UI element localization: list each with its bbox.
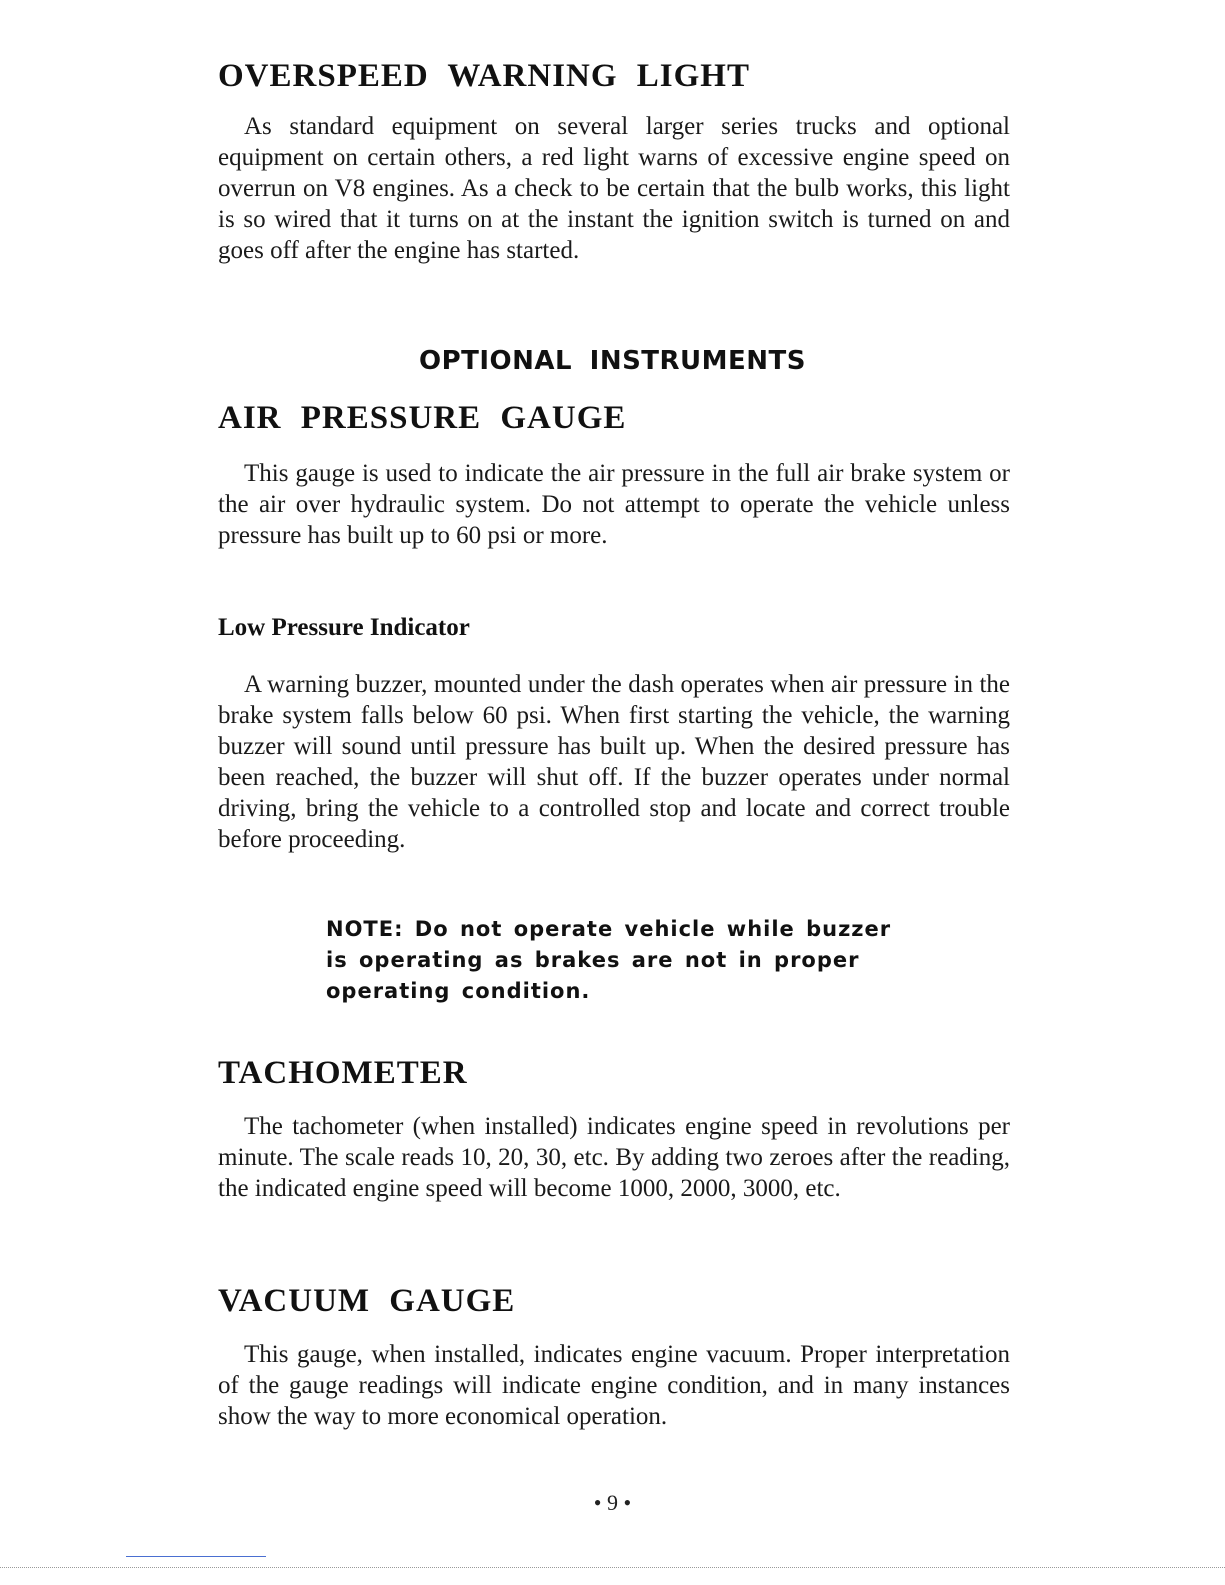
bottom-dotted-rule bbox=[0, 1567, 1225, 1568]
bottom-accent-line bbox=[126, 1556, 266, 1557]
tachometer-heading: TACHOMETER bbox=[218, 1055, 468, 1091]
buzzer-note: NOTE: Do not operate vehicle while buzzer is operating as brakes are not in proper operating condition. bbox=[326, 917, 892, 1003]
vacuum-gauge-body: This gauge, when installed, indicates engine vacuum. Proper interpretation of the gauge readings will indicate engine condition, and in many instances show the way to more economical operation. bbox=[218, 1341, 1010, 1430]
page-number: • 9 • bbox=[593, 1490, 632, 1515]
overspeed-warning-light-body: As standard equipment on several larger series trucks and optional equipment on certain others, a red light warns of excessive engine speed on overrun on V8 engines. As a check to be certain that the bulb works, this light is so wired that it turns on at the instant the ignition switch is turned on and goes off after the engine has started. bbox=[218, 113, 1010, 264]
vacuum-gauge-heading: VACUUM GAUGE bbox=[218, 1283, 516, 1319]
air-pressure-gauge-heading: AIR PRESSURE GAUGE bbox=[218, 400, 627, 436]
overspeed-warning-light-heading: OVERSPEED WARNING LIGHT bbox=[218, 58, 750, 94]
tachometer-body: The tachometer (when installed) indicates engine speed in revolutions per minute. The scale reads 10, 20, 30, etc. By adding two zeroes after the reading, the indicated engine speed will become 1000, 2000, 3000, etc. bbox=[218, 1113, 1010, 1202]
low-pressure-indicator-heading: Low Pressure Indicator bbox=[218, 614, 470, 641]
low-pressure-indicator-body: A warning buzzer, mounted under the dash operates when air pressure in the brake system falls below 60 psi. When first starting the vehicle, the warning buzzer will sound until pressure has built up. When the desired pressure has been reached, the buzzer will shut off. If the buzzer operates under normal driving, bring the vehicle to a controlled stop and locate and correct trouble before proceeding. bbox=[218, 671, 1010, 853]
optional-instruments-title: OPTIONAL INSTRUMENTS bbox=[418, 346, 807, 376]
air-pressure-gauge-body: This gauge is used to indicate the air pressure in the full air brake system or the air over hydraulic system. Do not attempt to operate the vehicle unless pressure has built up to 60 psi or more. bbox=[218, 460, 1010, 549]
